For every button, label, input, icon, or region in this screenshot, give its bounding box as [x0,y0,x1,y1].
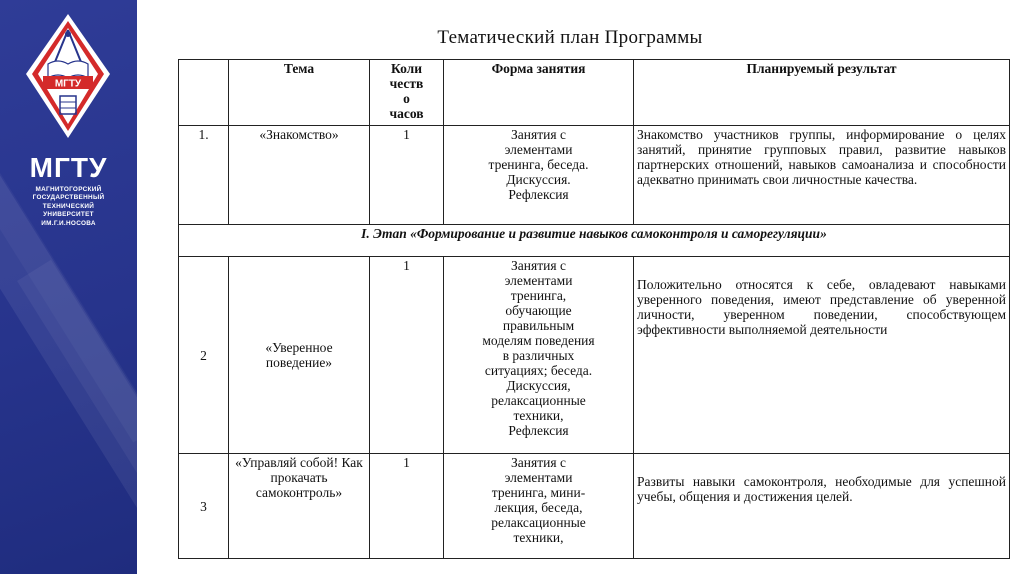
header-result: Планируемый результат [634,60,1010,126]
form-line: моделям поведения [482,333,595,348]
row-topic: «Уверенное поведение» [229,257,370,454]
stage-heading: I. Этап «Формирование и развитие навыков самоконтроля и саморегуляции» [179,225,1010,257]
row-num: 2 [179,257,229,454]
form-line: лекция, беседа, [494,500,583,515]
header-hours-line: Коли [390,61,423,76]
row-form [444,454,634,559]
form-line: в различных [502,348,575,363]
form-line: тренинга, мини- [491,485,586,500]
sidebar [0,0,137,574]
row-result: Знакомство участников группы, информирование о целях занятий, принятие групповых правил, развитие навыков партнерских отношений, навыков самоанализа и способности адекватно принимать свои личностные качества. [634,126,1010,225]
row-result: Положительно относятся к себе, овладевают навыками уверенного поведения, имеют представление об уверенной личности, уверенном поведении, способствующем эффективности выполняемой деятельности [634,257,1010,454]
brand-line: ТЕХНИЧЕСКИЙ [42,202,95,210]
form-line: ситуациях; беседа. [484,363,593,378]
form-line: техники, [513,530,564,545]
form-line: Занятия с [511,455,566,470]
header-hours [370,60,444,126]
form-line: Рефлексия [508,187,569,202]
page-title: Тематический план Программы [437,27,703,48]
header-hours-line: о [403,91,410,106]
stage-row [179,225,1010,257]
form-line: Дискуссия, [506,378,571,393]
emblem-label: МГТУ [54,78,82,90]
brand-line: ИМ.Г.И.НОСОВА [41,219,96,227]
row-form [444,257,634,454]
row-num: 3 [179,454,229,559]
brand-full-name [0,186,137,228]
form-line: тренинга, [510,288,567,303]
form-line: Занятия с [511,127,566,142]
university-emblem-icon [24,12,112,142]
form-line: Занятия с [511,258,566,273]
form-line: техники, [513,408,564,423]
brand-name: МГТУ [29,152,108,183]
row-form [444,126,634,225]
table-header-row [179,60,1010,126]
form-line: правильным [502,318,575,333]
row-hours: 1 [370,126,444,225]
brand-line: УНИВЕРСИТЕТ [43,211,94,219]
form-line: тренинга, беседа. [488,157,589,172]
header-topic: Тема [229,60,370,126]
header-form: Форма занятия [444,60,634,126]
decorative-stripe [17,260,137,574]
form-line: элементами [504,142,573,157]
form-line: элементами [504,470,573,485]
form-line: релаксационные [491,515,586,530]
form-line: релаксационные [491,393,586,408]
table-row [179,454,1010,559]
table-row [179,257,1010,454]
row-num: 1. [179,126,229,225]
row-result: Развиты навыки самоконтроля, необходимые для успешной учебы, общения и достижения целей. [634,454,1010,559]
brand-line: МАГНИТОГОРСКИЙ [35,186,102,193]
row-hours: 1 [370,454,444,559]
form-line: Рефлексия [508,423,569,438]
row-topic: «Управляй собой! Как прокачать самоконтроль» [229,454,370,559]
table-row [179,126,1010,225]
form-line: элементами [504,273,573,288]
form-line: Дискуссия. [506,172,571,187]
thematic-plan-table [178,59,1010,559]
brand-line: ГОСУДАРСТВЕННЫЙ [32,194,105,202]
header-hours-line: часов [389,106,424,121]
row-topic: «Знакомство» [229,126,370,225]
header-hours-line: честв [389,76,424,91]
form-line: обучающие [505,303,572,318]
row-hours: 1 [370,257,444,454]
header-num [179,60,229,126]
